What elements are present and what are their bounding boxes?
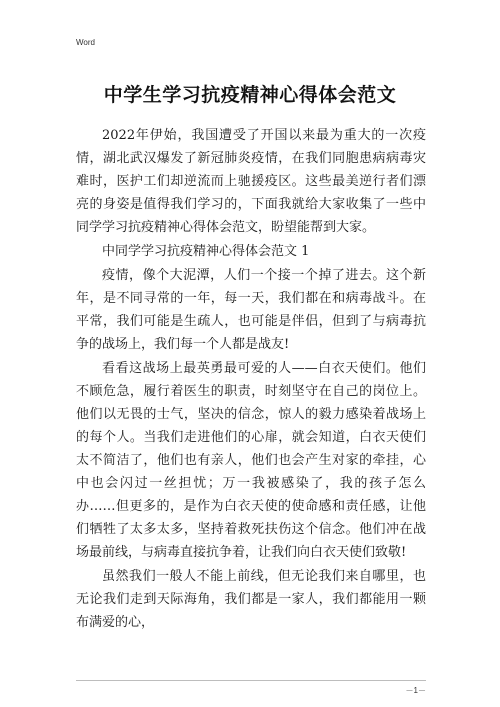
document-body <box>76 124 426 634</box>
page-number: －1－ <box>405 686 426 695</box>
paragraph-intro: 2022年伊始，我国遭受了开国以来最为重大的一次疫情，湖北武汉爆发了新冠肺炎疫情，在我们同胞患病病毒灾难时，医护工们却逆流而上驰援疫区。这些最美逆行者们漂亮的身姿是值得我们学习的，下面我就给大家收集了一些中同学学习抗疫精神心得体会范文，盼望能帮到大家。 <box>76 128 426 235</box>
header-app-label: Word <box>76 38 95 47</box>
footer-divider <box>76 680 426 681</box>
paragraph-ordinary-people: 虽然我们一般人不能上前线，但无论我们来自哪里，也无论我们走到天际海角，我们都是一家人，我们都能用一颗布满爱的心， <box>76 569 426 630</box>
paragraph-doctors: 看看这战场上最英勇最可爱的人——白衣天使们。他们不顾危急，履行着医生的职责，时刻坚守在自己的岗位上。他们以无畏的士气，坚决的信念，惊人的毅力感染着战场上的每个人。当我们走进他们的心扉，就会知道，白衣天使们太不简洁了，他们也有亲人，他们也会产生对家的牵挂，心中也会闪过一丝担忧；万一我被感染了，我的孩子怎么办……但更多的，是作为白衣天使的使命感和责任感，让他们牺牲了太多太多，坚持着救死扶伤这个信念。他们冲在战场最前线，与病毒直接抗争着，让我们向白衣天使们致敬! <box>76 361 426 560</box>
paragraph-epidemic: 疫情，像个大泥潭，人们一个接一个掉了进去。这个新年，是不同寻常的一年，每一天，我们都在和病毒战斗。在平常，我们可能是生疏人，也可能是伴侣，但到了与病毒抗争的战场上，我们每一个人都是战友! <box>76 268 426 352</box>
section-heading: 中同学学习抗疫精神心得体会范文 1 <box>102 244 310 259</box>
document-title: 中学生学习抗疫精神心得体会范文 <box>103 84 397 106</box>
